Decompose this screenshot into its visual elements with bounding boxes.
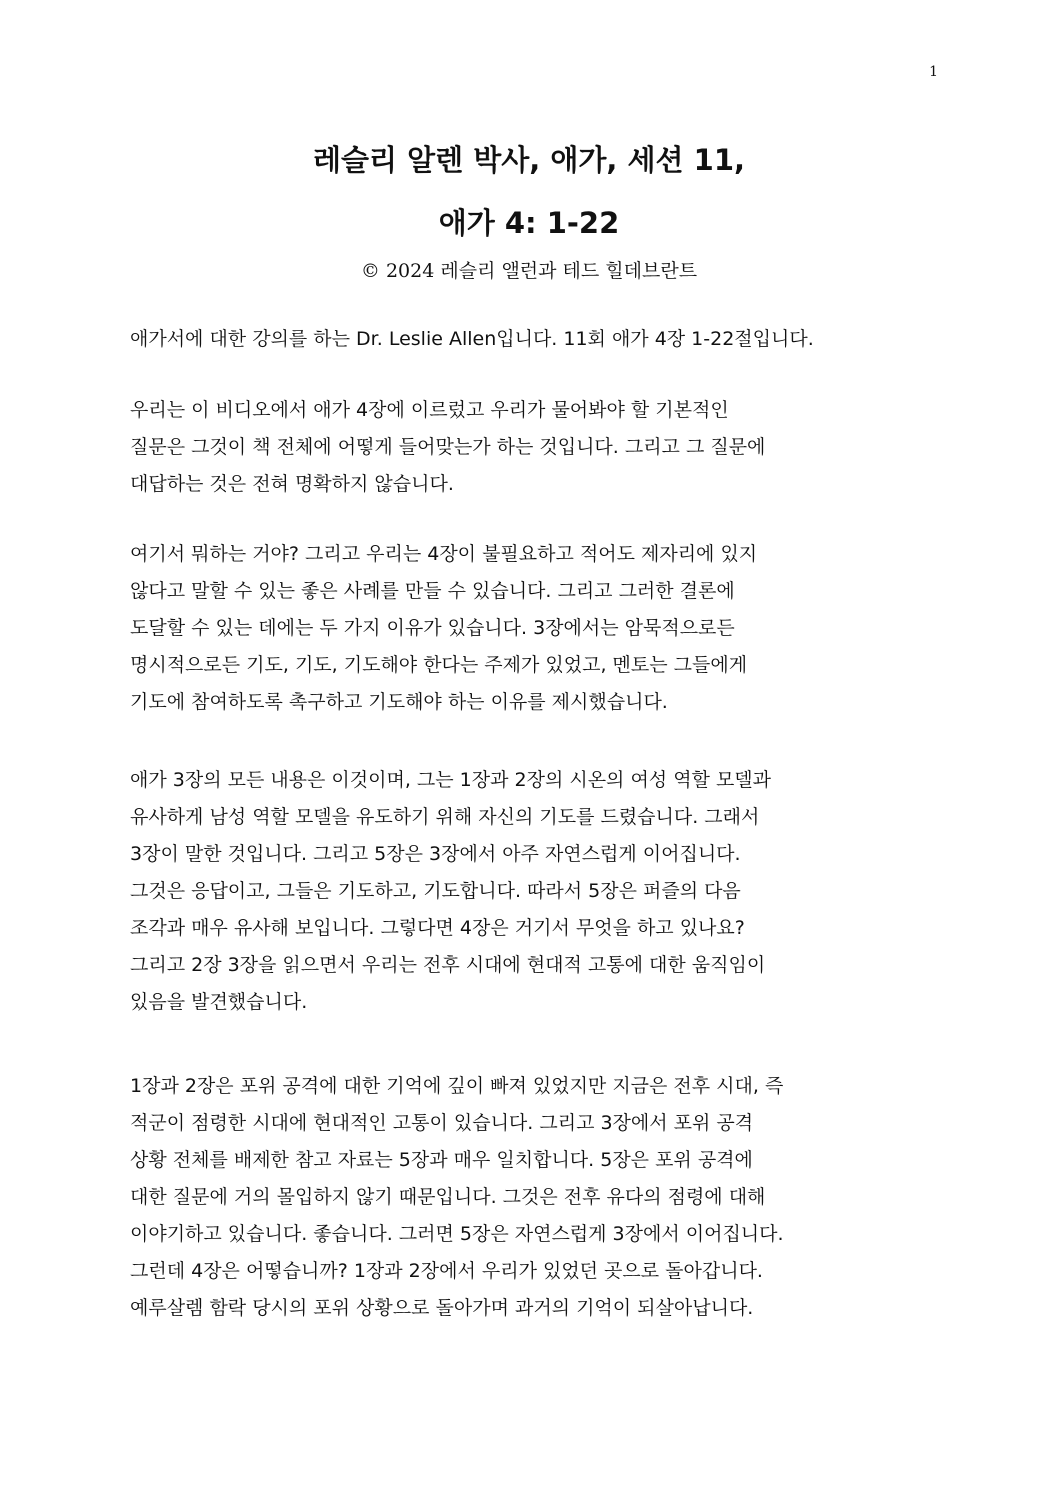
paragraph-question [130, 392, 930, 503]
text-line: 그런데 4장은 어떻습니까? 1장과 2장에서 우리가 있었던 곳으로 돌아갑니다. [130, 1260, 763, 1282]
paragraph-intro [130, 321, 930, 358]
text-line: 상황 전체를 배제한 참고 자료는 5장과 매우 일치합니다. 5장은 포위 공격에 [130, 1149, 753, 1171]
text-line: 애가 3장의 모든 내용은 이것이며, 그는 1장과 2장의 시온의 여성 역할 모델과 [130, 769, 772, 791]
paragraph-chapter-3 [130, 762, 930, 1021]
text-line: 조각과 매우 유사해 보입니다. 그렇다면 4장은 거기서 무엇을 하고 있나요? [130, 917, 745, 939]
text-line: 기도에 참여하도록 촉구하고 기도해야 하는 이유를 제시했습니다. [130, 691, 668, 713]
text-line: 않다고 말할 수 있는 좋은 사례를 만들 수 있습니다. 그리고 그러한 결론에 [130, 580, 735, 602]
text-line: 1장과 2장은 포위 공격에 대한 기억에 깊이 빠져 있었지만 지금은 전후 시대, 즉 [130, 1075, 784, 1097]
text-line: 예루살렘 함락 당시의 포위 상황으로 돌아가며 과거의 기억이 되살아납니다. [130, 1297, 754, 1319]
text-line: 여기서 뭐하는 거야? 그리고 우리는 4장이 불필요하고 적어도 제자리에 있지 [130, 543, 758, 565]
text-line: 있음을 발견했습니다. [130, 991, 308, 1013]
paragraph-siege [130, 1068, 930, 1327]
copyright-notice: © 2024 레슬리 앨런과 테드 힐데브란트 [360, 260, 698, 282]
page-number: 1 [929, 64, 938, 80]
text-line: 대한 질문에 거의 몰입하지 않기 때문입니다. 그것은 전후 유다의 점령에 대해 [130, 1186, 766, 1208]
text-line: 대답하는 것은 전혀 명확하지 않습니다. [130, 473, 454, 495]
text-line: 그리고 2장 3장을 읽으면서 우리는 전후 시대에 현대적 고통에 대한 움직임이 [130, 954, 766, 976]
document-title-line-2: 애가 4: 1-22 [438, 206, 620, 240]
text-line: 도달할 수 있는 데에는 두 가지 이유가 있습니다. 3장에서는 암묵적으로든 [130, 617, 735, 639]
text-line: 유사하게 남성 역할 모델을 유도하기 위해 자신의 기도를 드렸습니다. 그래서 [130, 806, 760, 828]
text-line: 적군이 점령한 시대에 현대적인 고통이 있습니다. 그리고 3장에서 포위 공격 [130, 1112, 754, 1134]
paragraph-reasons [130, 536, 930, 721]
text-line: 이야기하고 있습니다. 좋습니다. 그러면 5장은 자연스럽게 3장에서 이어집니다. [130, 1223, 784, 1245]
text-line: 3장이 말한 것입니다. 그리고 5장은 3장에서 아주 자연스럽게 이어집니다. [130, 843, 741, 865]
text-line: 명시적으로든 기도, 기도, 기도해야 한다는 주제가 있었고, 멘토는 그들에게 [130, 654, 748, 676]
document-title-line-1: 레슬리 알렌 박사, 애가, 세션 11, [312, 143, 746, 177]
text-line: 그것은 응답이고, 그들은 기도하고, 기도합니다. 따라서 5장은 퍼즐의 다음 [130, 880, 741, 902]
text-line: 애가서에 대한 강의를 하는 Dr. Leslie Allen입니다. 11회 애가 4장 1-22절입니다. [130, 328, 814, 350]
text-line: 질문은 그것이 책 전체에 어떻게 들어맞는가 하는 것입니다. 그리고 그 질문에 [130, 436, 766, 458]
text-line: 우리는 이 비디오에서 애가 4장에 이르렀고 우리가 물어봐야 할 기본적인 [130, 399, 729, 421]
